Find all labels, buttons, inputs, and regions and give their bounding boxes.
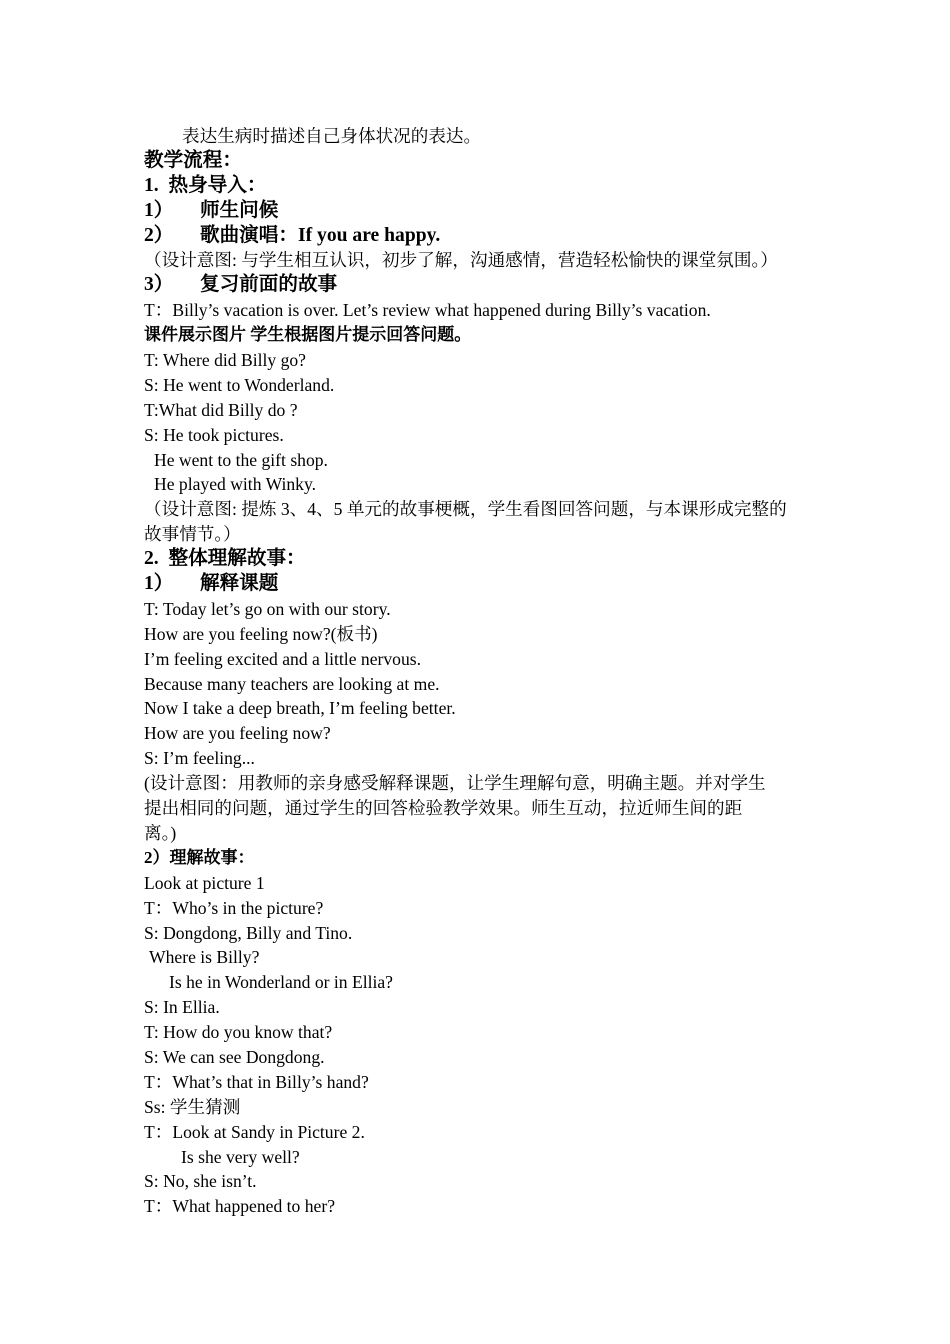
step-title: 歌曲演唱：If you are happy.: [200, 224, 441, 246]
dialogue-line: T: Where did Billy go?: [144, 350, 306, 371]
dialogue-line: T：What’s that in Billy’s hand?: [144, 1071, 369, 1092]
design-note: 离。): [144, 822, 177, 843]
dialogue-line: S: No, she isn’t.: [144, 1171, 257, 1192]
dialogue-line: T：Look at Sandy in Picture 2.: [144, 1121, 365, 1142]
dialogue-line: S: Dongdong, Billy and Tino.: [144, 922, 353, 943]
dialogue-line: Where is Billy?: [149, 947, 260, 968]
step-review-story: [144, 273, 814, 298]
dialogue-line: Is she very well?: [181, 1146, 300, 1167]
dialogue-line: Is he in Wonderland or in Ellia?: [169, 972, 393, 993]
dialogue-line: S: I’m feeling...: [144, 748, 255, 769]
dialogue-line: Look at picture 1: [144, 872, 265, 893]
step-title: 解释课题: [200, 573, 279, 595]
design-note: （设计意图: 与学生相互认识，初步了解，沟通感情，营造轻松愉快的课堂氛围。）: [144, 250, 778, 271]
step-number: 1）: [144, 199, 174, 221]
section-heading-teaching-process: 教学流程：: [144, 149, 242, 171]
section-heading-understand-story: 2. 整体理解故事：: [144, 548, 306, 570]
dialogue-line: He played with Winky.: [154, 474, 317, 495]
step-title: 师生问候: [200, 199, 279, 221]
dialogue-line: S: He went to Wonderland.: [144, 374, 335, 395]
step-number: 1）: [144, 573, 174, 595]
dialogue-line: He went to the gift shop.: [154, 449, 328, 470]
design-note: （设计意图: 提炼 3、4、5 单元的故事梗概，学生看图回答问题，与本课形成完整的: [144, 499, 787, 520]
step-understand-story: 2）理解故事：: [144, 847, 255, 867]
dialogue-line: S: He took pictures.: [144, 424, 284, 445]
step-song: [144, 224, 814, 249]
dialogue-line: S: In Ellia.: [144, 997, 220, 1018]
step-explain-title: [144, 572, 814, 597]
step-number: 3）: [144, 274, 174, 296]
step-title: 复习前面的故事: [200, 274, 338, 296]
design-note: 提出相同的问题，通过学生的回答检验教学效果。师生互动，拉近师生间的距: [144, 798, 743, 819]
dialogue-line: How are you feeling now?(板书): [144, 623, 378, 644]
dialogue-line: Now I take a deep breath, I’m feeling better.: [144, 698, 456, 719]
design-note: (设计意图：用教师的亲身感受解释课题，让学生理解句意，明确主题。并对学生: [144, 773, 766, 794]
dialogue-line: Because many teachers are looking at me.: [144, 673, 440, 694]
bold-instruction: 课件展示图片 学生根据图片提示回答问题。: [144, 325, 472, 345]
dialogue-line: I’m feeling excited and a little nervous.: [144, 648, 421, 669]
step-greeting: [144, 199, 814, 224]
dialogue-line: How are you feeling now?: [144, 723, 331, 744]
document-body: [144, 124, 814, 1219]
dialogue-line: T：Billy’s vacation is over. Let’s review what happened during Billy’s vacation.: [144, 300, 711, 321]
objective-line: 表达生病时描述自己身体状况的表达。: [182, 126, 482, 146]
design-note: 故事情节。）: [144, 524, 241, 545]
dialogue-line: Ss: 学生猜测: [144, 1096, 241, 1117]
dialogue-line: T: How do you know that?: [144, 1022, 333, 1043]
dialogue-line: T:What did Billy do ?: [144, 399, 298, 420]
step-number: 2）: [144, 224, 174, 246]
section-heading-warm-up: 1. 热身导入：: [144, 174, 267, 196]
dialogue-line: S: We can see Dongdong.: [144, 1046, 325, 1067]
dialogue-line: T: Today let’s go on with our story.: [144, 598, 391, 619]
dialogue-line: T：What happened to her?: [144, 1196, 336, 1217]
dialogue-line: T：Who’s in the picture?: [144, 897, 324, 918]
